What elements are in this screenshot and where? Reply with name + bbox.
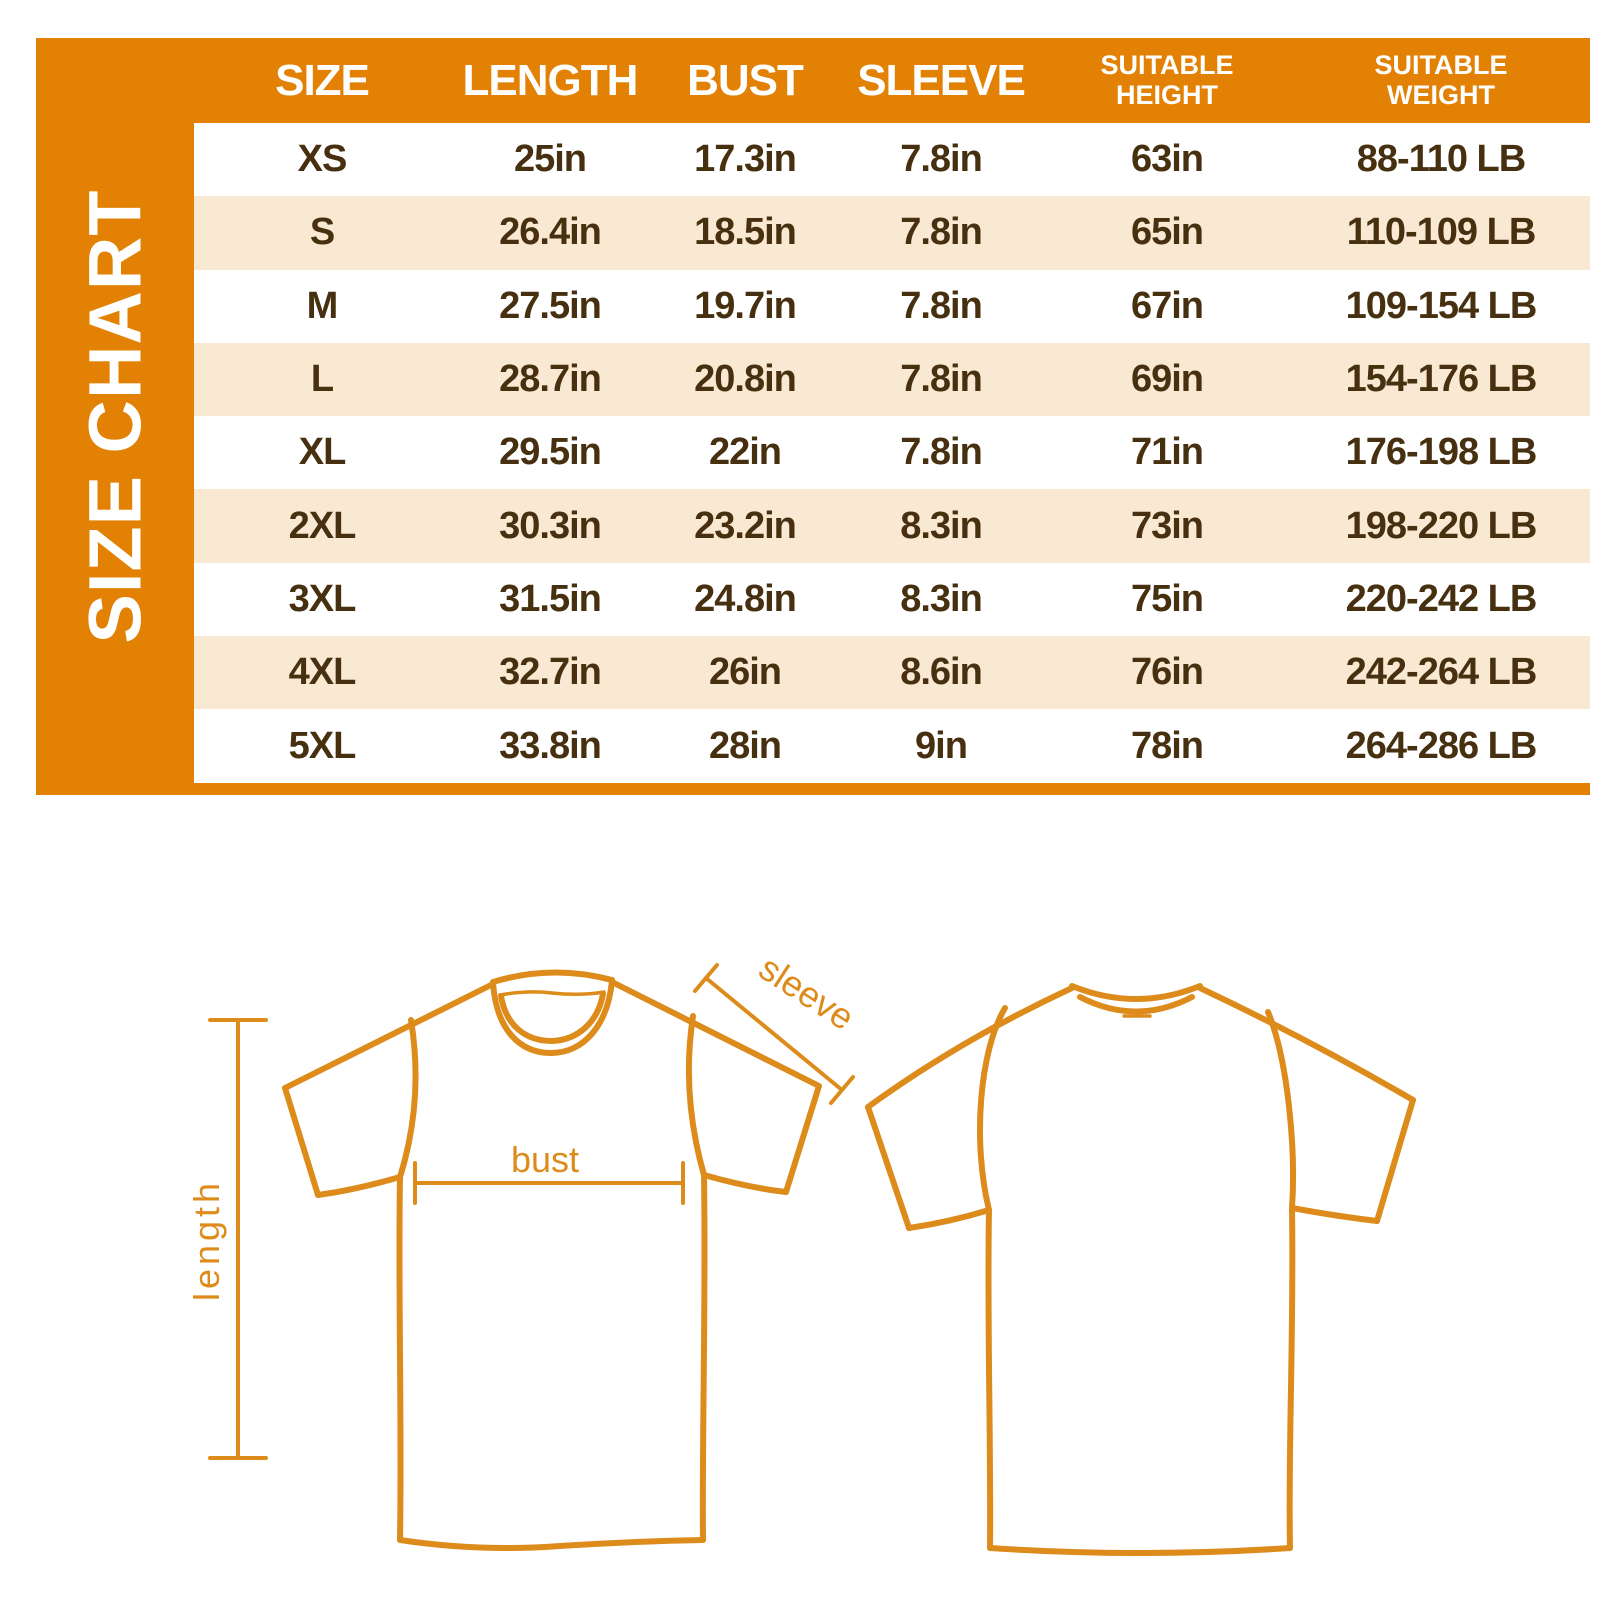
table-cell: 8.3in [900, 577, 982, 620]
table-row-M [194, 270, 1590, 343]
back-left-armhole [980, 1008, 1005, 1210]
front-right-sleeve-outer [612, 982, 819, 1192]
table-cell: 7.8in [900, 211, 982, 254]
table-cell: 69in [1130, 358, 1204, 401]
table-cell: 7.8in [900, 431, 982, 474]
front-left-armhole [400, 1020, 416, 1177]
front-left-side [399, 1177, 400, 1540]
table-cell: 29.5in [499, 431, 601, 474]
front-collar-inner [501, 994, 603, 1041]
table-cell: L [310, 358, 334, 401]
table-cell: 9in [915, 724, 967, 767]
table-cell: 5XL [288, 724, 356, 767]
tshirt-measurement-diagram [0, 900, 1600, 1600]
table-row-XL [194, 416, 1590, 489]
back-right-armhole [1268, 1012, 1293, 1208]
table-cell: 17.3in [694, 138, 796, 181]
table-cell: 242-264 LB [1345, 651, 1537, 694]
table-cell: 26in [708, 651, 782, 694]
table-cell: 8.3in [900, 504, 982, 547]
front-right-side [703, 1175, 705, 1540]
back-collar-top [1072, 986, 1200, 999]
table-cell: 7.8in [900, 138, 982, 181]
table-cell: 32.7in [499, 651, 601, 694]
back-left-sleeve-outer [868, 1107, 909, 1228]
table-row-3XL [194, 563, 1590, 636]
table-cell: 176-198 LB [1345, 431, 1537, 474]
table-cell: 88-110 LB [1356, 138, 1526, 181]
table-cell: 18.5in [694, 211, 796, 254]
table-row-S [194, 196, 1590, 269]
table-cell: XL [298, 431, 346, 474]
column-header-5: SUITABLE WEIGHT [1374, 50, 1508, 110]
table-cell: 73in [1130, 504, 1204, 547]
back-left-side [988, 1210, 990, 1548]
length-label: length [186, 1178, 227, 1302]
table-cell: 3XL [288, 577, 356, 620]
sleeve-measurement [695, 947, 862, 1103]
column-header-3: SLEEVE [857, 55, 1025, 105]
sleeve-tick-bottom [831, 1077, 853, 1103]
column-header-4: SUITABLE HEIGHT [1100, 50, 1234, 110]
length-measurement [186, 1020, 266, 1458]
back-right-shoulder [1200, 988, 1413, 1100]
table-row-2XL [194, 489, 1590, 562]
table-row-4XL [194, 636, 1590, 709]
table-cell: 27.5in [499, 284, 601, 327]
back-right-sleeve-hem [1292, 1208, 1377, 1221]
table-cell: 110-109 LB [1346, 211, 1536, 254]
size-chart-table [36, 38, 1590, 795]
table-body [194, 123, 1590, 783]
column-header-0: SIZE [275, 55, 369, 105]
table-cell: 23.2in [694, 504, 796, 547]
table-cell: 28in [708, 724, 782, 767]
table-cell: 2XL [288, 504, 356, 547]
back-hem [990, 1548, 1290, 1553]
table-cell: 65in [1130, 211, 1204, 254]
front-left-sleeve-outer [285, 984, 493, 1195]
table-cell: 28.7in [499, 358, 601, 401]
front-right-armhole [689, 1016, 704, 1175]
column-header-1: LENGTH [462, 55, 638, 105]
front-hem [400, 1540, 703, 1548]
table-cell: 76in [1130, 651, 1204, 694]
size-chart-sidebar [36, 38, 194, 795]
page-title: SIZE CHART [73, 189, 157, 644]
table-cell: 7.8in [900, 284, 982, 327]
tshirt-back-outline [868, 986, 1413, 1553]
front-collar-top [493, 972, 612, 982]
table-cell: 264-286 LB [1345, 724, 1537, 767]
table-cell: 154-176 LB [1345, 358, 1537, 401]
table-cell: 33.8in [499, 724, 601, 767]
table-cell: M [306, 284, 338, 327]
table-bottom-border [194, 783, 1590, 795]
table-cell: 198-220 LB [1345, 504, 1537, 547]
table-row-XS [194, 123, 1590, 196]
table-cell: 220-242 LB [1345, 577, 1537, 620]
table-cell: 19.7in [694, 284, 796, 327]
table-cell: 22in [708, 431, 782, 474]
table-row-5XL [194, 709, 1590, 782]
table-cell: S [309, 211, 335, 254]
table-cell: 26.4in [499, 211, 601, 254]
back-right-side [1290, 1208, 1293, 1548]
table-cell: 8.6in [900, 651, 982, 694]
table-row-L [194, 343, 1590, 416]
table-cell: 20.8in [694, 358, 796, 401]
table-cell: 67in [1130, 284, 1204, 327]
sleeve-label: sleeve [752, 946, 862, 1039]
table-cell: 63in [1130, 138, 1204, 181]
table-cell: 30.3in [499, 504, 601, 547]
table-cell: 4XL [288, 651, 356, 694]
table-cell: 75in [1130, 577, 1204, 620]
table-cell: 71in [1130, 431, 1204, 474]
bust-label: bust [510, 1139, 580, 1180]
bust-measurement [415, 1139, 683, 1203]
table-cell: 31.5in [499, 577, 601, 620]
table-cell: 109-154 LB [1345, 284, 1537, 327]
table-cell: 24.8in [694, 577, 796, 620]
table-cell: XS [297, 138, 347, 181]
back-left-shoulder [868, 988, 1072, 1107]
front-left-sleeve-hem [318, 1177, 400, 1195]
sleeve-tick-top [695, 965, 717, 991]
table-cell: 25in [513, 138, 587, 181]
back-left-sleeve-hem [909, 1210, 989, 1228]
table-header-row [194, 38, 1590, 123]
back-right-sleeve-outer [1377, 1100, 1413, 1221]
tshirt-front-outline [285, 972, 819, 1548]
table-cell: 7.8in [900, 358, 982, 401]
front-right-sleeve-hem [704, 1175, 786, 1192]
table-cell: 78in [1130, 724, 1204, 767]
front-collar-rib [500, 992, 604, 995]
column-header-2: BUST [687, 55, 803, 105]
table-main [194, 38, 1590, 795]
